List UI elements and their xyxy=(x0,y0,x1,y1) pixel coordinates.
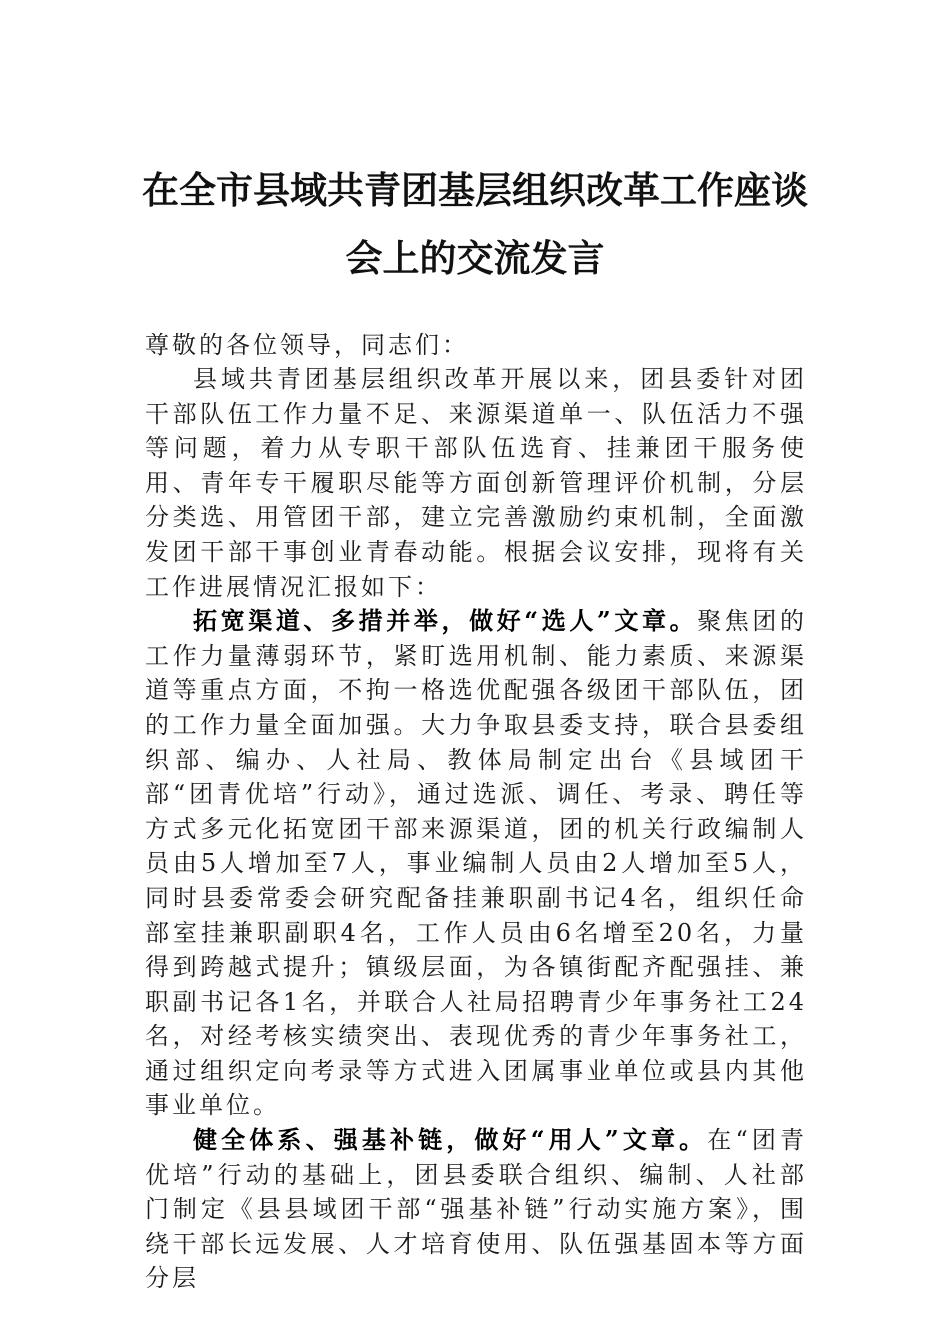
salutation: 尊敬的各位领导，同志们： xyxy=(145,331,469,359)
paragraph-use-people xyxy=(145,1123,807,1296)
paragraph-select-people xyxy=(145,604,807,1123)
paragraph-text: 在“团青优培”行动的基础上，团县委联合组织、编制、人社部门制定《县县域团干部“强基补链”行动实施方案》，围绕干部长远发展、人才培育使用、队伍强基固本等方面分层 xyxy=(145,1126,807,1293)
paragraph-lead: 健全体系、强基补链，做好“用人”文章。 xyxy=(193,1125,708,1155)
paragraph-intro xyxy=(145,362,807,604)
paragraph-lead: 拓宽渠道、多措并举，做好“选人”文章。 xyxy=(193,606,698,636)
document-title-line-2: 会上的交流发言 xyxy=(345,236,605,280)
document-title-line-1: 在全市县域共青团基层组织改革工作座谈 xyxy=(142,168,808,212)
paragraph-text: 县域共青团基层组织改革开展以来，团县委针对团干部队伍工作力量不足、来源渠道单一、队伍活力不强等问题，着力从专职干部队伍选育、挂兼团干服务使用、青年专干履职尽能等方面创新管理评价机制，分层分类选、用管团干部，建立完善激励约束机制，全面激发团干部干事创业青春动能。根据会议安排，现将有关工作进展情况汇报如下： xyxy=(145,365,807,601)
document-body xyxy=(145,362,807,1296)
paragraph-text: 聚焦团的工作力量薄弱环节，紧盯选用机制、能力素质、来源渠道等重点方面，不拘一格选优配强各级团干部队伍，团的工作力量全面加强。大力争取县委支持，联合县委组织部、编办、人社局、教体局制定出台《县域团干部“团青优培”行动》，通过选派、调任、考录、聘任等方式多元化拓宽团干部来源渠道，团的机关行政编制人员由5人增加至7人，事业编制人员由2人增加至5人，同时县委常委会研究配备挂兼职副书记4名，组织任命部室挂兼职副职4名，工作人员由6名增至20名，力量得到跨越式提升；镇级层面，为各镇街配齐配强挂、兼职副书记各1名，并联合人社局招聘青少年事务社工24名，对经考核实绩突出、表现优秀的青少年事务社工，通过组织定向考录等方式进入团属事业单位或县内其他事业单位。 xyxy=(145,607,808,1120)
